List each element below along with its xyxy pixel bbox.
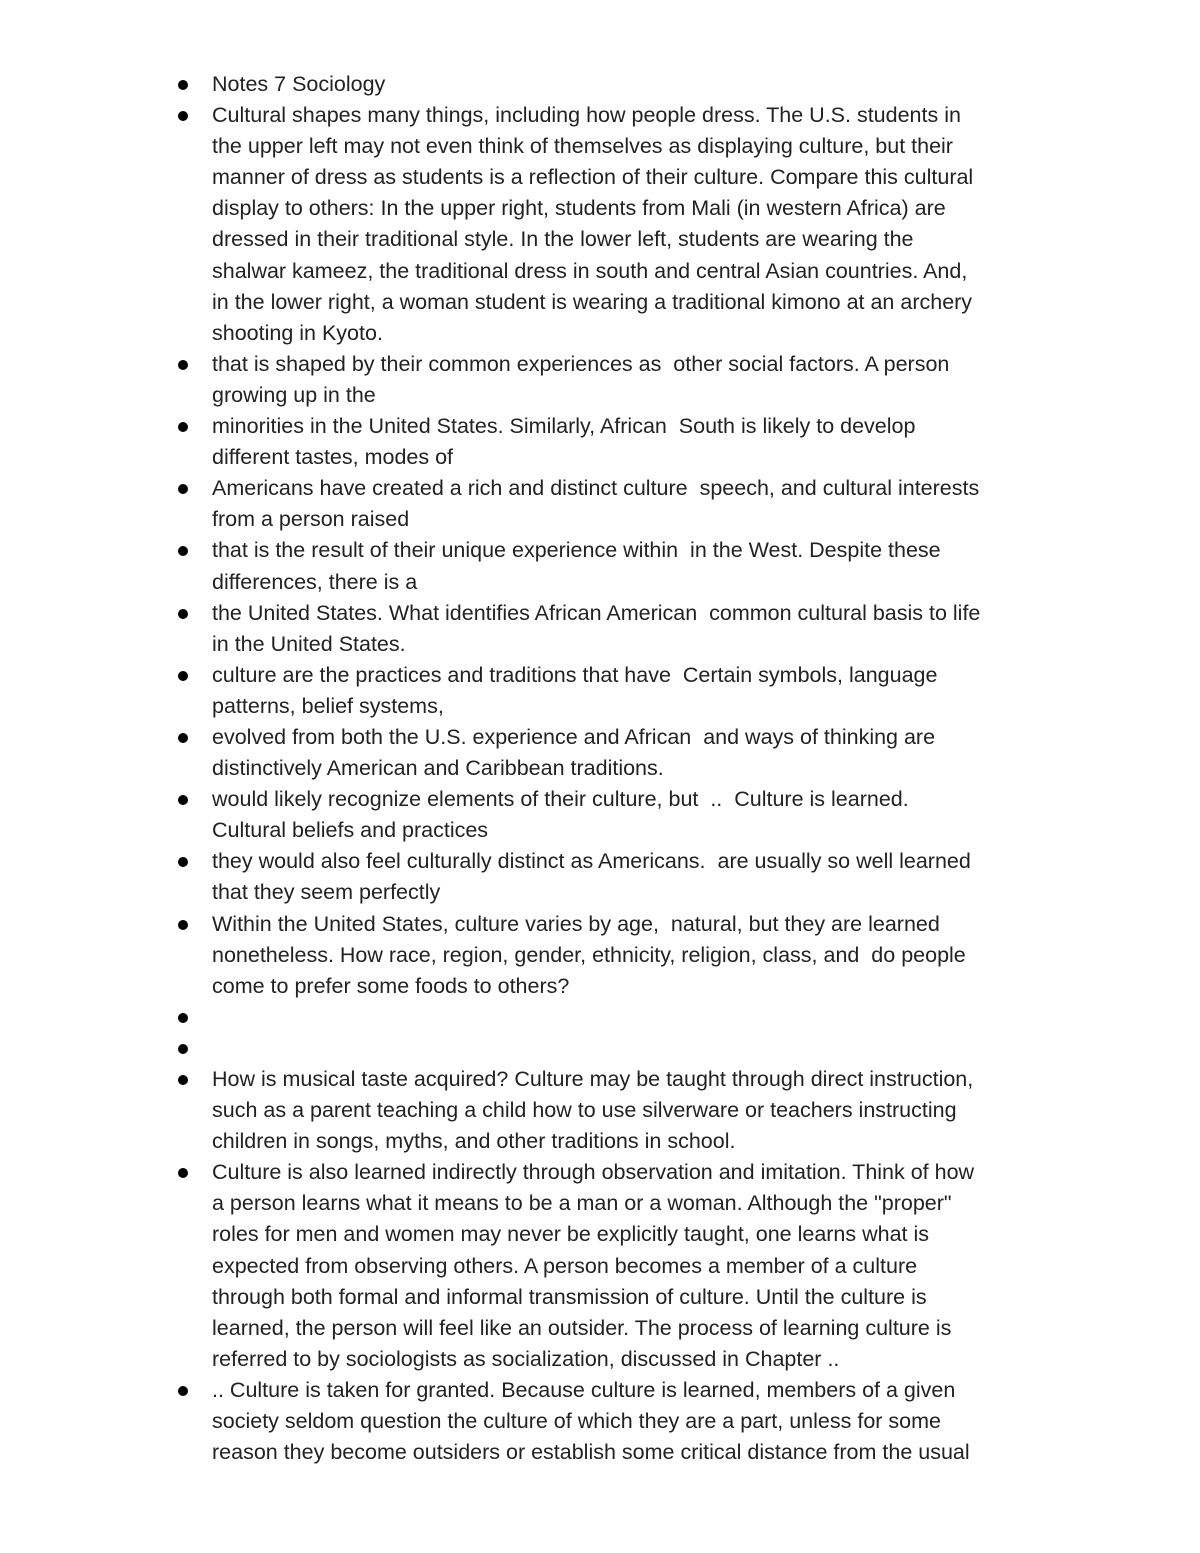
note-text-line: would likely recognize elements of their culture, but .. Culture is learned. [212,787,909,812]
note-text-line: the United States. What identifies African American common cultural basis to life [212,600,981,625]
note-text-line: Culture is also learned indirectly through observation and imitation. Think of how [212,1160,975,1185]
note-text-line: that is shaped by their common experiences as other social factors. A person [212,351,950,376]
note-text-line: differences, there is a [212,569,418,594]
note-text-line: roles for men and women may never be explicitly taught, one learns what is [212,1222,930,1247]
note-text-line: Within the United States, culture varies by age, natural, but they are learned [212,911,940,936]
note-bullet-item [176,411,1076,473]
note-text-line: learned, the person will feel like an outsider. The process of learning culture is [212,1315,952,1340]
note-text-line: in the lower right, a woman student is wearing a traditional kimono at an archery [212,289,973,314]
bullet-dot-icon [178,80,188,90]
note-text-line: society seldom question the culture of which they are a part, unless for some [212,1409,941,1434]
note-text-line: children in songs, myths, and other traditions in school. [212,1129,736,1154]
note-text-line: from a person raised [212,507,410,532]
note-text-line: such as a parent teaching a child how to use silverware or teachers instructing [212,1098,957,1123]
note-text-line: shalwar kameez, the traditional dress in south and central Asian countries. And, [212,258,968,283]
note-text-line: that they seem perfectly [212,880,441,905]
note-text-line: through both formal and informal transmission of culture. Until the culture is [212,1284,927,1309]
note-text-line: growing up in the [212,382,376,407]
note-bullet-item [176,660,1076,722]
note-text-line: Cultural beliefs and practices [212,818,489,843]
note-bullet-item [176,349,1076,411]
bullet-dot-icon [178,1386,188,1396]
bullet-dot-icon [178,484,188,494]
note-bullet-item [176,598,1076,660]
note-text-line: dressed in their traditional style. In the lower left, students are wearing the [212,227,914,252]
bullet-dot-icon [178,546,188,556]
note-bullet-item [176,846,1076,908]
note-text-line: expected from observing others. A person becomes a member of a culture [212,1253,918,1278]
note-text-line: evolved from both the U.S. experience and African and ways of thinking are [212,724,936,749]
bullet-dot-icon [178,111,188,121]
note-bullet-item [176,473,1076,535]
bullet-dot-icon [178,857,188,867]
note-text-line: the upper left may not even think of themselves as displaying culture, but their [212,134,953,159]
bullet-dot-icon [178,795,188,805]
note-text-line: patterns, belief systems, [212,693,444,718]
note-bullet-item [176,1002,1076,1033]
bullet-dot-icon [178,609,188,619]
note-text-line: display to others: In the upper right, students from Mali (in western Africa) are [212,196,946,221]
note-bullet-item [176,100,1076,349]
notes-bullet-list [176,69,1076,1468]
bullet-dot-icon [178,360,188,370]
note-text-line: different tastes, modes of [212,445,454,470]
note-bullet-item [176,784,1076,846]
note-text-line: they would also feel culturally distinct as Americans. are usually so well learned [212,849,971,874]
note-text-line: reason they become outsiders or establish some critical distance from the usual [212,1440,970,1465]
note-text-line: shooting in Kyoto. [212,320,383,345]
note-text-line: nonetheless. How race, region, gender, ethnicity, religion, class, and do people [212,942,966,967]
note-text-line: How is musical taste acquired? Culture may be taught through direct instruction, [212,1067,974,1091]
bullet-dot-icon [178,1044,188,1054]
bullet-dot-icon [178,733,188,743]
note-text-line: manner of dress as students is a reflection of their culture. Compare this cultural [212,165,974,190]
note-text-line: .. Culture is taken for granted. Because culture is learned, members of a given [212,1377,956,1402]
note-text-line: referred to by sociologists as socialization, discussed in Chapter .. [212,1346,840,1371]
note-text-line: minorities in the United States. Similarly, African South is likely to develop [212,414,916,439]
note-text-line: Cultural shapes many things, including how people dress. The U.S. students in [212,103,961,128]
bullet-dot-icon [178,1075,188,1085]
note-bullet-item [176,1064,1076,1157]
note-text-line: Americans have created a rich and distinct culture speech, and cultural interests [212,476,980,501]
note-bullet-item [176,1157,1076,1375]
note-text-line: culture are the practices and traditions that have Certain symbols, language [212,662,938,687]
note-text-line: distinctively American and Caribbean traditions. [212,756,664,781]
note-bullet-item [176,722,1076,784]
note-bullet-item [176,1375,1076,1468]
note-bullet-item [176,69,1076,100]
note-text-line: in the United States. [212,631,406,656]
note-text-line: that is the result of their unique experience within in the West. Despite these [212,538,941,563]
bullet-dot-icon [178,920,188,930]
bullet-dot-icon [178,1168,188,1178]
note-bullet-item [176,1033,1076,1064]
bullet-dot-icon [178,1013,188,1023]
note-text-line: a person learns what it means to be a man or a woman. Although the "proper" [212,1191,952,1216]
bullet-dot-icon [178,671,188,681]
bullet-dot-icon [178,422,188,432]
note-text-line: come to prefer some foods to others? [212,973,570,998]
note-bullet-item [176,909,1076,1002]
note-text-line: Notes 7 Sociology [212,72,386,96]
note-bullet-item [176,535,1076,597]
